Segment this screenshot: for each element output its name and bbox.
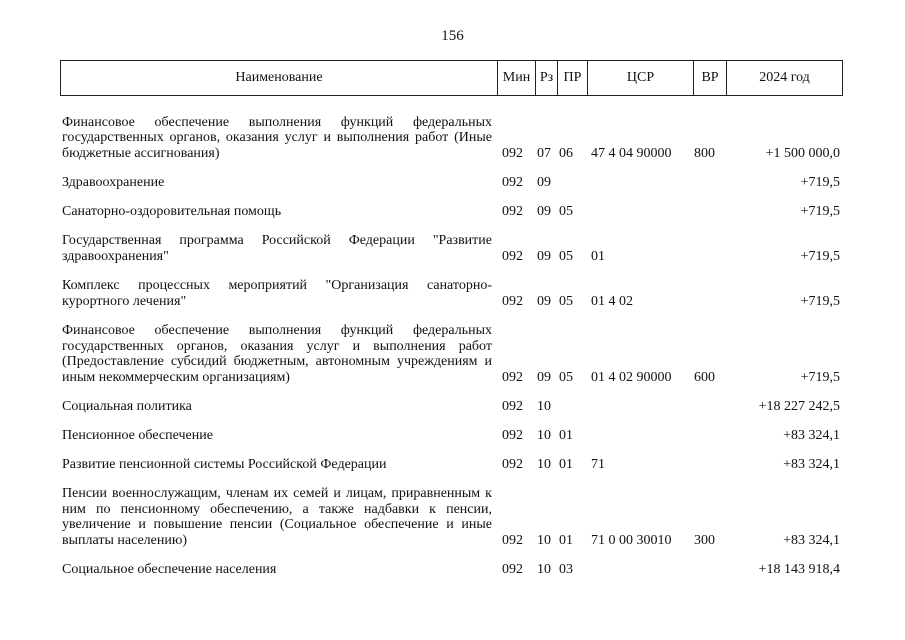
page-number: 156 [441, 28, 464, 44]
table-row [60, 398, 843, 414]
row-amount: +18 227 242,5 [758, 398, 840, 414]
row-min: 092 [502, 203, 523, 219]
header-csr: ЦСР [587, 61, 693, 95]
row-vr: 800 [694, 145, 715, 161]
row-name: Здравоохранение [62, 174, 165, 190]
row-rz: 09 [537, 174, 551, 190]
header-pr: ПР [557, 61, 587, 95]
row-amount: +83 324,1 [783, 427, 840, 443]
row-csr: 71 [591, 456, 605, 472]
row-pr: 01 [559, 456, 573, 472]
row-min: 092 [502, 174, 523, 190]
table-row [60, 232, 843, 264]
row-min: 092 [502, 532, 523, 548]
row-min: 092 [502, 398, 523, 414]
table-row [60, 108, 843, 161]
row-csr: 47 4 04 90000 [591, 145, 672, 161]
row-rz: 09 [537, 248, 551, 264]
row-pr: 01 [559, 427, 573, 443]
row-pr: 05 [559, 293, 573, 309]
row-min: 092 [502, 248, 523, 264]
row-csr: 01 4 02 90000 [591, 369, 672, 385]
table-row [60, 427, 843, 443]
header-name: Наименование [235, 70, 323, 85]
row-vr: 300 [694, 532, 715, 548]
row-min: 092 [502, 561, 523, 577]
row-amount: +1 500 000,0 [765, 145, 840, 161]
row-vr: 600 [694, 369, 715, 385]
row-csr: 01 [591, 248, 605, 264]
header-rz: Рз [535, 61, 557, 95]
row-pr: 05 [559, 248, 573, 264]
row-rz: 09 [537, 293, 551, 309]
table-row [60, 203, 843, 219]
row-name: Социальное обеспечение населения [62, 561, 277, 577]
row-min: 092 [502, 145, 523, 161]
table-row [60, 561, 843, 577]
row-amount: +18 143 918,4 [758, 561, 840, 577]
header-year: 2024 год [726, 61, 842, 95]
row-name: Социальная политика [62, 398, 192, 414]
row-rz: 10 [537, 532, 551, 548]
row-name: Комплекс процессных мероприятий "Организация санаторно-курортного лечения" [62, 278, 492, 309]
row-amount: +719,5 [800, 293, 840, 309]
row-amount: +83 324,1 [783, 532, 840, 548]
row-rz: 10 [537, 456, 551, 472]
row-csr: 71 0 00 30010 [591, 532, 672, 548]
table-row [60, 322, 843, 385]
row-pr: 01 [559, 532, 573, 548]
row-pr: 05 [559, 369, 573, 385]
table-row [60, 174, 843, 190]
row-name: Финансовое обеспечение выполнения функций федеральных государственных органов, оказания услуг и выполнения работ (Иные бюджетные ассигнования) [62, 114, 492, 161]
row-min: 092 [502, 456, 523, 472]
row-name: Финансовое обеспечение выполнения функций федеральных государственных органов, оказания услуг и выполнения работ (Предоставление субсидий бюджетным, автономным учреждениям и иным некоммерческим организациям) [62, 323, 492, 385]
table-row [60, 456, 843, 472]
row-name: Пенсионное обеспечение [62, 427, 213, 443]
row-rz: 07 [537, 145, 551, 161]
row-min: 092 [502, 293, 523, 309]
row-amount: +719,5 [800, 203, 840, 219]
row-amount: +719,5 [800, 248, 840, 264]
row-amount: +83 324,1 [783, 456, 840, 472]
row-rz: 10 [537, 427, 551, 443]
row-amount: +719,5 [800, 174, 840, 190]
row-csr: 01 4 02 [591, 293, 633, 309]
row-pr: 05 [559, 203, 573, 219]
header-vr: ВР [693, 61, 726, 95]
row-min: 092 [502, 369, 523, 385]
row-name: Развитие пенсионной системы Российской Федерации [62, 456, 387, 472]
row-amount: +719,5 [800, 369, 840, 385]
row-rz: 10 [537, 561, 551, 577]
row-name: Пенсии военнослужащим, членам их семей и лицам, приравненным к ним по пенсионному обеспечению, а также надбавки к пенсии, увеличение и повышение пенсии (Социальное обеспечение и иные выплаты населению) [62, 486, 492, 548]
row-min: 092 [502, 427, 523, 443]
budget-table [60, 108, 843, 577]
row-name: Государственная программа Российской Федерации "Развитие здравоохранения" [62, 233, 492, 264]
row-pr: 03 [559, 561, 573, 577]
row-rz: 10 [537, 398, 551, 414]
table-row [60, 485, 843, 548]
header-min: Мин [497, 61, 535, 95]
row-rz: 09 [537, 203, 551, 219]
table-row [60, 277, 843, 309]
table-header [60, 60, 843, 96]
row-pr: 06 [559, 145, 573, 161]
row-rz: 09 [537, 369, 551, 385]
row-name: Санаторно-оздоровительная помощь [62, 203, 282, 219]
